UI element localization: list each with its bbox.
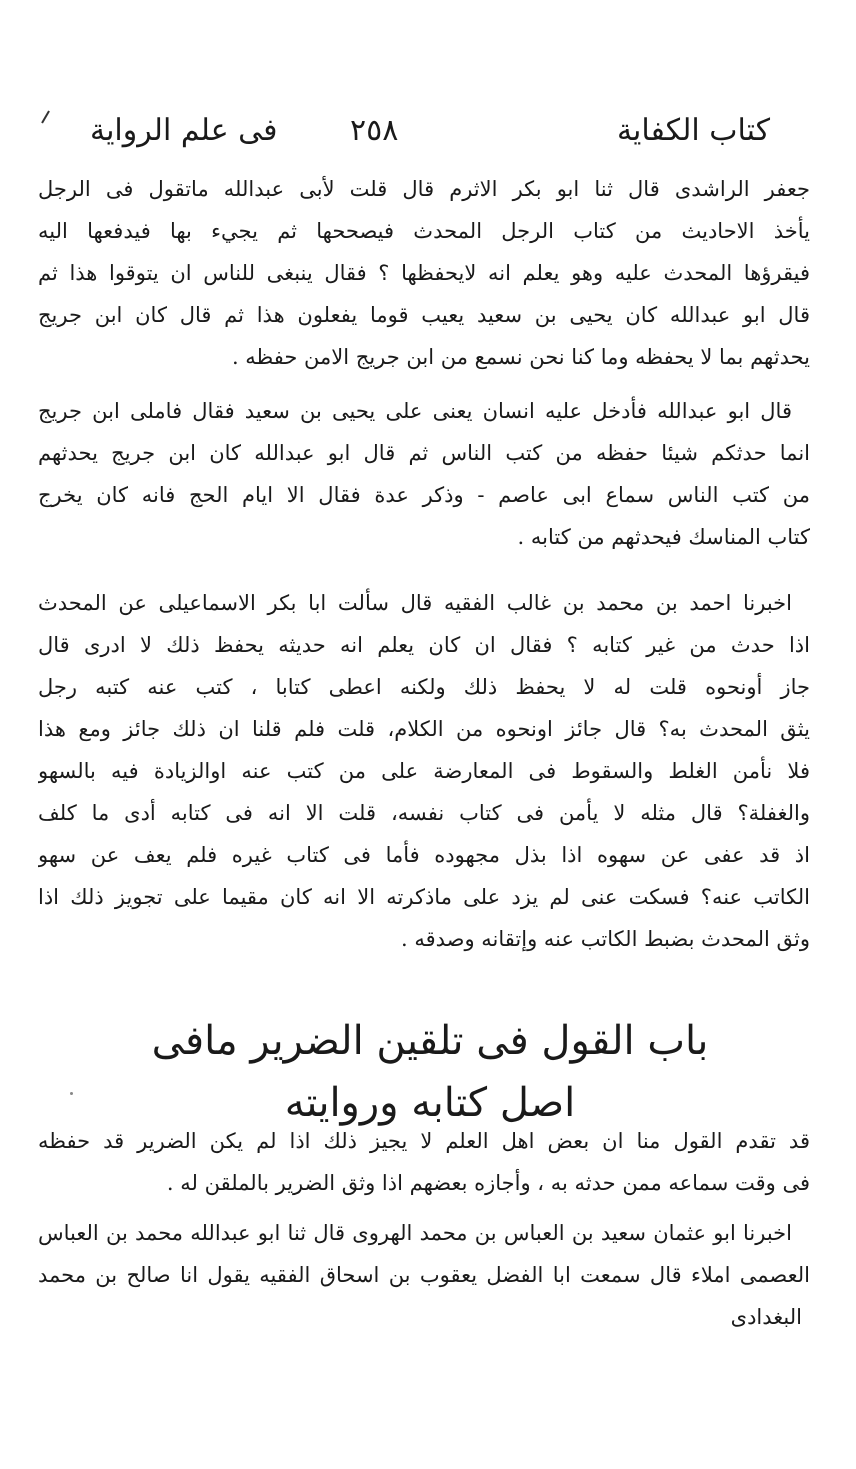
text-line: يثق المحدث به؟ قال جائز اونحوه من الكلام، قلت فلم قلنا ان ذلك جائز ومع هذا [38,717,810,741]
text-line: قد تقدم القول منا ان بعض اهل العلم لا يجيز ذلك اذا لم يكن الضرير قد حفظه [38,1129,810,1153]
page-header [80,108,770,158]
text-line: انما حدثكم شيئا حفظه من كتب الناس ثم قال ابو عبدالله كان ابن جريج يحدثهم [38,441,810,465]
paragraph-4 [38,1120,810,1204]
page-number: ٢٥٨ [350,113,399,148]
paragraph-2 [38,390,810,558]
chapter-heading [70,1010,790,1134]
text-line: من كتب الناس سماع ابى عاصم - وذكر عدة فقال الا ايام الحج فانه كان يخرج [38,483,810,507]
text-line: جعفر الراشدى قال ثنا ابو بكر الاثرم قال قلت لأبى عبدالله ماتقول فى الرجل [38,177,810,201]
text-line: اذا حدث من غير كتابه ؟ فقال ان كان يعلم انه حديثه يحفظ ذلك لا ادرى قال [38,633,810,657]
text-line: قال ابو عبدالله كان يحيى بن سعيد يعيب قوما يفعلون هذا ثم قال كان ابن جريج [38,303,810,327]
text-line: فى وقت سماعه ممن حدثه به ، وأجازه بعضهم اذا وثق الضرير بالملقن له . [166,1171,810,1195]
text-line: العصمى املاء قال سمعت ابا الفضل يعقوب بن اسحاق الفقيه يقول انا صالح بن محمد [38,1263,810,1287]
text-line: اخبرنا احمد بن محمد بن غالب الفقيه قال سألت ابا بكر الاسماعيلى عن المحدث [38,591,792,615]
paragraph-5 [38,1212,810,1338]
book-title: كتاب الكفاية [616,113,770,148]
paragraph-3 [38,582,810,960]
text-line: الكاتب عنه؟ فسكت عنى لم يزد على ماذكرته الا انه كان مقيما على تجويز ذلك اذا [38,885,810,909]
paragraph-1 [38,168,810,378]
text-line: اخبرنا ابو عثمان سعيد بن العباس بن محمد الهروى قال ثنا ابو عبدالله محمد بن العباس [38,1221,792,1245]
text-line: كتاب المناسك فيحدثهم من كتابه . [517,525,810,549]
text-line: والغفلة؟ قال مثله لا يأمن فى كتاب نفسه، قلت الا انه فى كتابه أدى ما كلف [38,801,810,825]
chapter-heading-line: باب القول فى تلقين الضرير مافى [151,1018,709,1064]
text-line: اذ قد عفى عن سهوه اذا بذل مجهوده فأما فى كتاب غيره فلم يعف عن سهو [38,843,810,867]
text-line: قال ابو عبدالله فأدخل عليه انسان يعنى على يحيى بن سعيد فقال فاملى ابن جريج [38,399,792,423]
text-line: يأخذ الاحاديث من كتاب الرجل المحدث فيصححها ثم يجيء بها فيدفعها اليه [38,219,810,243]
running-subject: فى علم الرواية [90,113,278,148]
text-line: جاز أونحوه قلت له لا يحفظ ذلك ولكنه اعطى كتابا ، كتب عنه كتبه رجل [38,675,810,699]
margin-mark [41,110,57,127]
text-line: وثق المحدث بضبط الكاتب عنه وإتقانه وصدقه . [400,927,810,951]
speck-mark [70,1092,73,1095]
text-line: البغدادى [730,1305,802,1329]
text-line: فيقرؤها المحدث عليه وهو يعلم انه لايحفظها ؟ فقال ينبغى للناس ان يتوقوا هذا ثم [38,261,810,285]
chapter-heading-line: اصل كتابه وروايته [284,1080,576,1126]
text-line: يحدثهم بما لا يحفظه وما كنا نحن نسمع من ابن جريج الامن حفظه . [231,345,810,369]
text-line: فلا نأمن الغلط والسقوط فى المعارضة على من كتب عنه اوالزيادة فيه بالسهو [38,759,810,783]
